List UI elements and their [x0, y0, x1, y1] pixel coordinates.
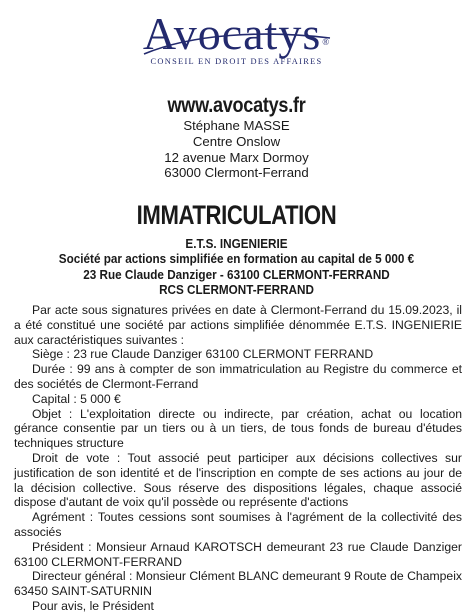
- paragraph-signature: Pour avis, le Président: [32, 598, 154, 613]
- contact-city: 63000 Clermont-Ferrand: [164, 165, 309, 181]
- contact-name: Stéphane MASSE: [183, 118, 290, 133]
- paragraph-droit-de-vote: Droit de vote : Tout associé peut participer aux décisions collectives sur justification de son identité et de l'inscription en compte de ses actions au jour de la décision collective. Sous réserve des dispositions légales, chaque associé dispose d'autant de voix qu'il possède ou représente d'actions: [14, 450, 462, 510]
- contact-street: 12 avenue Marx Dormoy: [164, 149, 309, 165]
- paragraph-agrement: Agrément : Toutes cessions sont soumises à l'agrément de la collectivité des associés: [14, 510, 462, 539]
- company-address: 23 Rue Claude Danziger - 63100 CLERMONT-FERRAND: [83, 267, 390, 282]
- company-name: E.T.S. INGENIERIE: [185, 237, 288, 251]
- logo-tagline: CONSEIL EN DROIT DES AFFAIRES: [150, 57, 323, 66]
- website-link[interactable]: www.avocatys.fr: [167, 94, 306, 117]
- paragraph-capital: Capital : 5 000 €: [32, 391, 121, 406]
- paragraph-siege: Siège : 23 rue Claude Danziger 63100 CLERMONT FERRAND: [32, 347, 374, 362]
- paragraph-president: Président : Monsieur Arnaud KAROTSCH demeurant 23 rue Claude Danziger 63100 CLERMONT-FERRAND: [14, 539, 462, 569]
- avocatys-logo: [0, 10, 473, 66]
- contact-block: [0, 94, 473, 181]
- logo-wordmark: Avocatys®: [142, 8, 331, 59]
- notice-title: IMMATRICULATION: [136, 200, 337, 230]
- notice-body: [14, 303, 462, 614]
- company-header: [0, 237, 473, 298]
- company-rcs: RCS CLERMONT-FERRAND: [159, 282, 314, 297]
- paragraph-directeur-general: Directeur général : Monsieur Clément BLANC demeurant 9 Route de Champeix 63450 SAINT-SATURNIN: [14, 569, 462, 599]
- paragraph-duree: Durée : 99 ans à compter de son immatriculation au Registre du commerce et des sociétés de Clermont-Ferrand: [14, 362, 462, 391]
- company-form: Société par actions simplifiée en formation au capital de 5 000 €: [58, 252, 415, 267]
- contact-building: Centre Onslow: [192, 133, 281, 149]
- paragraph-intro: Par acte sous signatures privées en date à Clermont-Ferrand du 15.09.2023, il a été constitué une société par actions simplifiée dénommée E.T.S. INGENIERIE aux caractéristiques suivantes :: [14, 303, 462, 347]
- paragraph-objet: Objet : L'exploitation directe ou indirecte, par création, achat ou location gérance consentie par un tiers ou à un tiers, de tous fonds de bureau d'études techniques structure: [14, 406, 462, 451]
